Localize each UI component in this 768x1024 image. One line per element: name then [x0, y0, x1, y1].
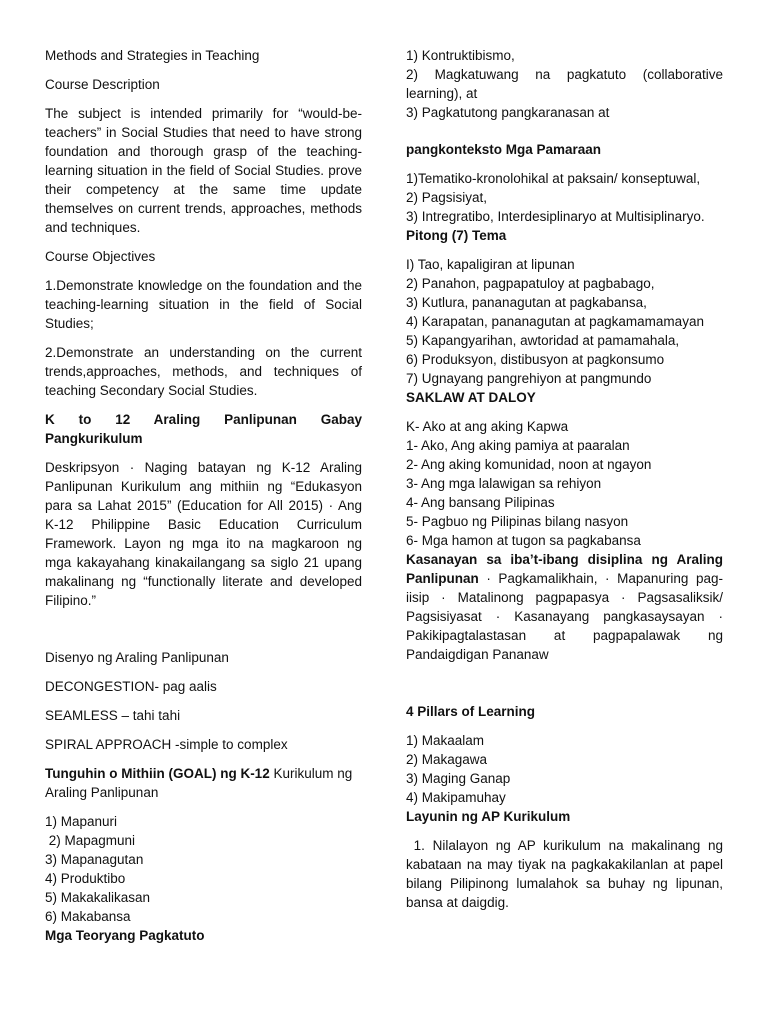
pillars-list	[406, 731, 723, 826]
list-item: 5) Makakalikasan	[45, 890, 151, 905]
pamaraan-heading: pangkonteksto Mga Pamaraan	[406, 142, 602, 157]
document-title: Methods and Strategies in Teaching	[45, 48, 260, 63]
pamaraan-list	[406, 169, 723, 245]
spiral-line: SPIRAL APPROACH -simple to complex	[45, 737, 288, 752]
list-item: 1) Mapanuri	[45, 814, 118, 829]
course-description-text: The subject is intended primarily for “would-be-teachers” in Social Studies that need to have strong foundation and thorough grasp of the teaching-learning situation in the field of Social Studies. prove their competency at the same time update themselves on current trends, approaches, methods and techniques.	[45, 106, 362, 235]
disenyo-heading: Disenyo ng Araling Panlipunan	[45, 650, 229, 665]
list-item: 4- Ang bansang Pilipinas	[406, 495, 555, 510]
goal-bold: Tunguhin o Mithiin (GOAL) ng K-12	[45, 766, 270, 781]
list-item: 1) Kontruktibismo,	[406, 48, 515, 63]
saklaw-heading: SAKLAW AT DALOY	[406, 390, 536, 405]
list-item: 4) Makipamuhay	[406, 790, 506, 805]
list-item: 2) Mapagmuni	[45, 833, 136, 848]
teorya-list	[406, 46, 723, 122]
list-item: 5) Kapangyarihan, awtoridad at pamamahala,	[406, 333, 680, 348]
list-item: 3) Kutlura, pananagutan at pagkabansa,	[406, 295, 647, 310]
goal-paragraph	[45, 764, 362, 802]
spacer	[45, 620, 362, 648]
list-item: I) Tao, kapaligiran at lipunan	[406, 257, 575, 272]
kasanayan-rest: · Pagkamalikhain, · Mapanuring pag-iisip · Matalinong pagpapasya · Pagsasaliksik/ Pagsisiyasat · Kasanayang pangkasaysayan · Pakikipagtalastasan at pagpapalawak ng Pandaigdigan Pananaw	[406, 571, 723, 662]
layunin-text: 1. Nilalayon ng AP kurikulum na makalinang ng kabataan na may tiyak na pagkakakilanlan at papel bilang Pilipinong lumalahok sa buhay ng lipunan, bansa at daigdig.	[406, 838, 727, 910]
list-item: 6) Produksyon, distibusyon at pagkonsumo	[406, 352, 665, 367]
seamless-line: SEAMLESS – tahi tahi	[45, 708, 181, 723]
list-item: 6- Mga hamon at tugon sa pagkabansa	[406, 533, 641, 548]
list-item: 1)Tematiko-kronolohikal at paksain/ konseptuwal,	[406, 171, 701, 186]
list-item: 6) Makabansa	[45, 909, 131, 924]
tema-list	[406, 255, 723, 407]
list-item: K- Ako at ang aking Kapwa	[406, 419, 569, 434]
kasanayan-paragraph	[406, 550, 723, 664]
list-item: 2) Panahon, pagpapatuloy at pagbabago,	[406, 276, 655, 291]
list-item: 4) Karapatan, pananagutan at pagkamamamayan	[406, 314, 704, 329]
spacer	[406, 674, 723, 702]
deskripsyon-text: Deskripsyon · Naging batayan ng K-12 Araling Panlipunan Kurikulum ang mithiin ng “Edukasyon para sa Lahat 2015” (Education for All 2015) · Ang K-12 Philippine Basic Education Curriculum Framework. Layon ng mga ito na magkaroon ng mga kakayahang kinakailangang sa siglo 21 upang makalinang ng “functionally literate and developed Filipino.”	[45, 460, 362, 608]
k12-heading: K to 12 Araling Panlipunan Gabay Pangkurikulum	[45, 412, 362, 446]
left-column	[45, 46, 362, 945]
goal-list	[45, 812, 362, 945]
list-item: 2- Ang aking komunidad, noon at ngayon	[406, 457, 652, 472]
list-item: 3) Mapanagutan	[45, 852, 144, 867]
pillars-heading: 4 Pillars of Learning	[406, 704, 536, 719]
tema-heading: Pitong (7) Tema	[406, 228, 507, 243]
decongestion-line: DECONGESTION- pag aalis	[45, 679, 217, 694]
list-item: 1- Ako, Ang aking pamiya at paaralan	[406, 438, 630, 453]
objective-1: 1.Demonstrate knowledge on the foundation and the teaching-learning situation in the field of Social Studies;	[45, 278, 362, 331]
list-item: 7) Ugnayang pangrehiyon at pangmundo	[406, 371, 652, 386]
teorya-heading: Mga Teoryang Pagkatuto	[45, 928, 205, 943]
objective-2: 2.Demonstrate an understanding on the current trends,approaches, methods, and techniques of teaching Secondary Social Studies.	[45, 345, 362, 398]
list-item: 3) Intregratibo, Interdesiplinaryo at Multisiplinaryo.	[406, 209, 705, 224]
list-item: 2) Pagsisiyat,	[406, 190, 488, 205]
list-item: 5- Pagbuo ng Pilipinas bilang nasyon	[406, 514, 629, 529]
list-item: 2) Makagawa	[406, 752, 488, 767]
goal-rest: Kurikulum ng Araling Panlipunan	[45, 766, 353, 800]
list-item: 3) Pagkatutong pangkaranasan at	[406, 105, 610, 120]
kasanayan-bold: Kasanayan sa iba’t-ibang disiplina ng Araling Panlipunan	[406, 552, 723, 586]
layunin-heading: Layunin ng AP Kurikulum	[406, 809, 571, 824]
list-item: 3- Ang mga lalawigan sa rehiyon	[406, 476, 602, 491]
right-column	[406, 46, 727, 922]
saklaw-list	[406, 417, 723, 550]
list-item: 4) Produktibo	[45, 871, 126, 886]
list-item: 2) Magkatuwang na pagkatuto (collaborative learning), at	[406, 67, 723, 101]
list-item: 3) Maging Ganap	[406, 771, 511, 786]
list-item: 1) Makaalam	[406, 733, 485, 748]
course-description-heading: Course Description	[45, 77, 160, 92]
course-objectives-heading: Course Objectives	[45, 249, 156, 264]
